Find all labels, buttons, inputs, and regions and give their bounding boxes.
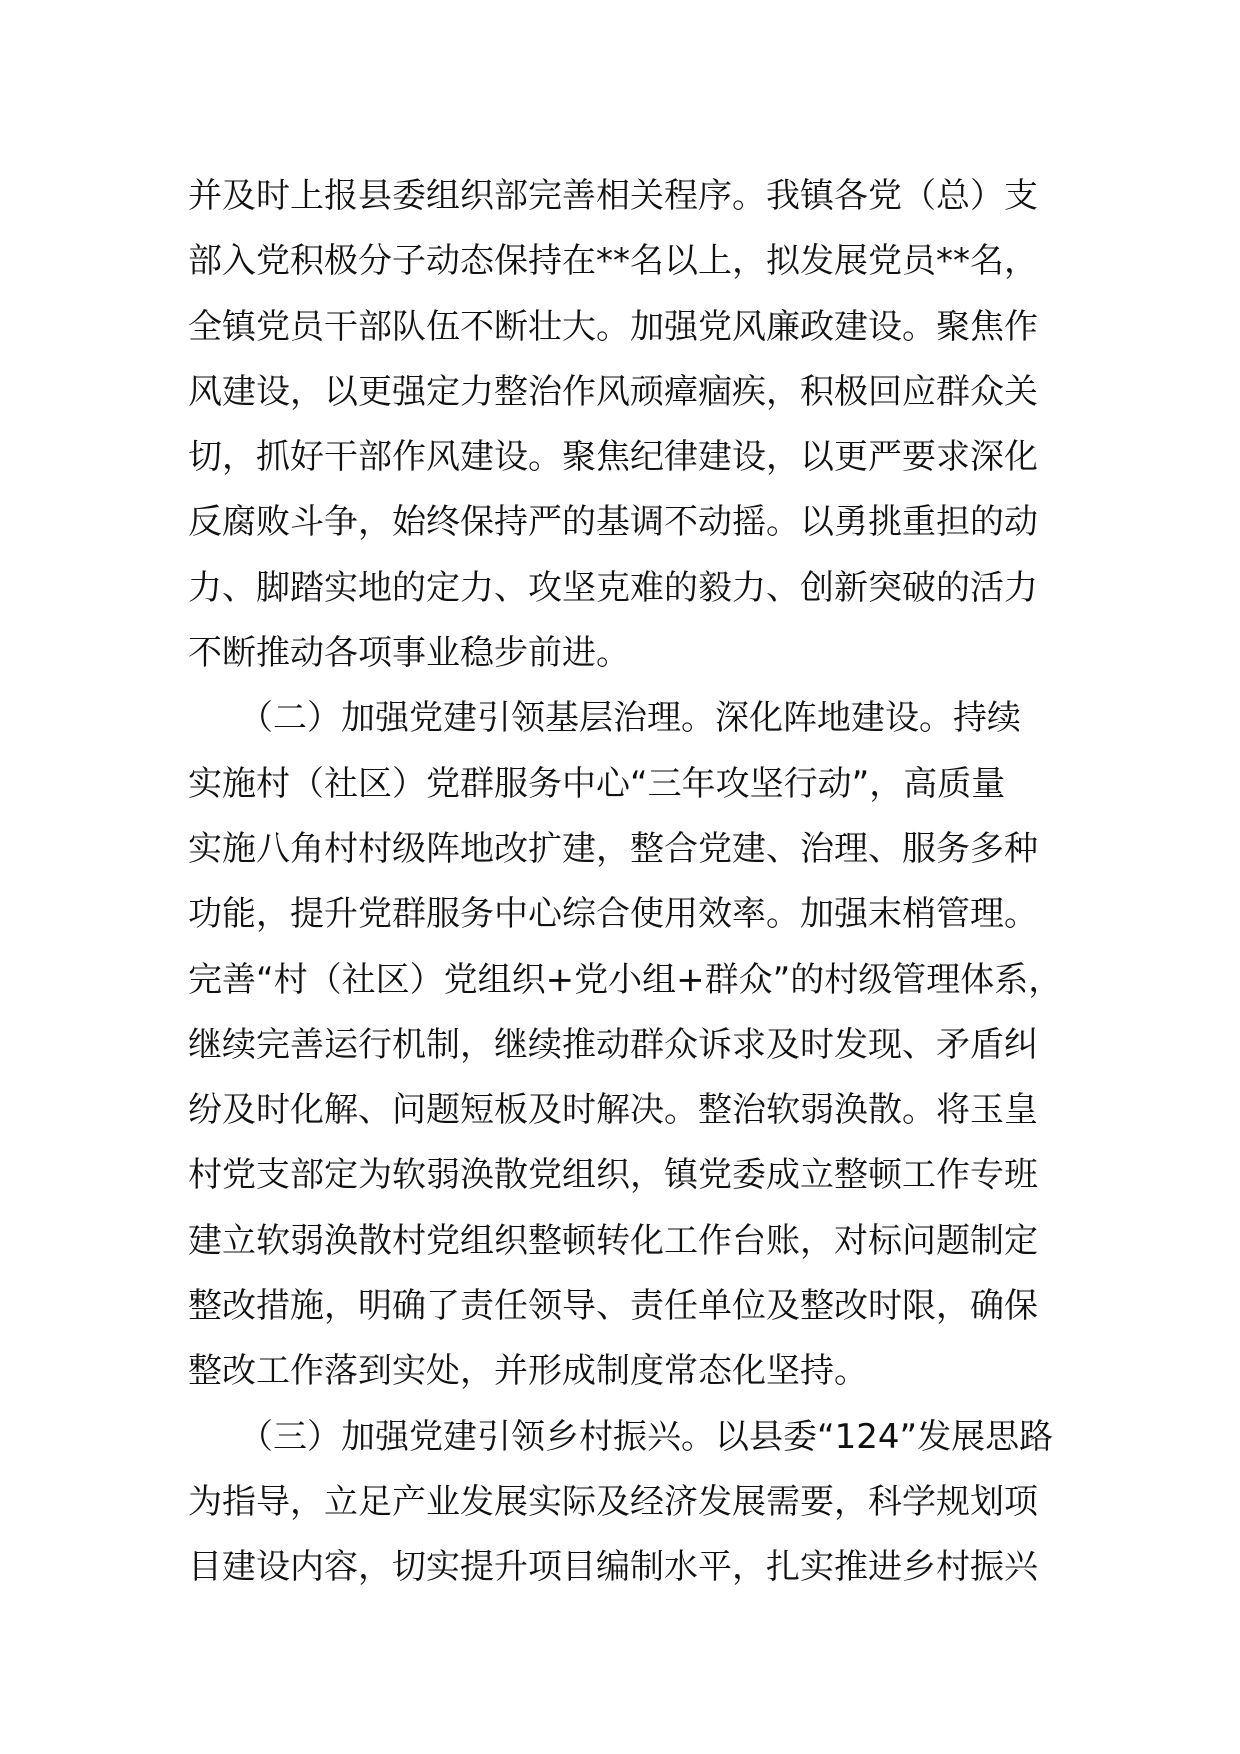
text-line-2: 部入党积极分子动态保持在**名以上，拟发展党员**名，: [188, 241, 1038, 282]
text-line-10: 实施村（社区）党群服务中心“三年攻坚行动”，高质量: [188, 763, 1006, 804]
text-line-3: 全镇党员干部队伍不断壮大。加强党风廉政建设。聚焦作: [188, 306, 1038, 347]
text-line-4: 风建设，以更强定力整治作风顽瘴痼疾，积极回应群众关: [188, 371, 1038, 412]
text-line-7: 力、脚踏实地的定力、攻坚克难的毅力、创新突破的活力: [188, 567, 1038, 608]
text-line-5: 切，抓好干部作风建设。聚焦纪律建设，以更严要求深化: [188, 437, 1038, 478]
text-line-13: 完善“村（社区）党组织+党小组+群众”的村级管理体系，: [188, 959, 1063, 1000]
text-line-12: 功能，提升党群服务中心综合使用效率。加强末梢管理。: [188, 894, 1038, 935]
text-line-15: 纷及时化解、问题短板及时解决。整治软弱涣散。将玉皇: [188, 1090, 1038, 1131]
text-line-20: （三）加强党建引领乡村振兴。以县委“124”发展思路: [188, 1416, 1054, 1457]
text-line-11: 实施八角村村级阵地改扩建，整合党建、治理、服务多种: [188, 828, 1038, 869]
text-line-14: 继续完善运行机制，继续推动群众诉求及时发现、矛盾纠: [188, 1024, 1038, 1065]
text-line-19: 整改工作落到实处，并形成制度常态化坚持。: [188, 1351, 868, 1392]
text-line-6: 反腐败斗争，始终保持严的基调不动摇。以勇挑重担的动: [188, 502, 1038, 543]
body-text: [188, 164, 1088, 1601]
text-line-8: 不断推动各项事业稳步前进。: [188, 633, 630, 674]
text-line-21: 为指导，立足产业发展实际及经济发展需要，科学规划项: [188, 1481, 1038, 1522]
text-line-9: （二）加强党建引领基层治理。深化阵地建设。持续: [188, 698, 1021, 739]
text-line-17: 建立软弱涣散村党组织整顿转化工作台账，对标问题制定: [188, 1220, 1038, 1261]
text-line-1: 并及时上报县委组织部完善相关程序。我镇各党（总）支: [188, 176, 1038, 216]
text-line-16: 村党支部定为软弱涣散党组织，镇党委成立整顿工作专班: [188, 1155, 1038, 1196]
text-line-22: 目建设内容，切实提升项目编制水平，扎实推进乡村振兴: [188, 1547, 1038, 1588]
text-line-18: 整改措施，明确了责任领导、责任单位及整改时限，确保: [188, 1286, 1038, 1327]
